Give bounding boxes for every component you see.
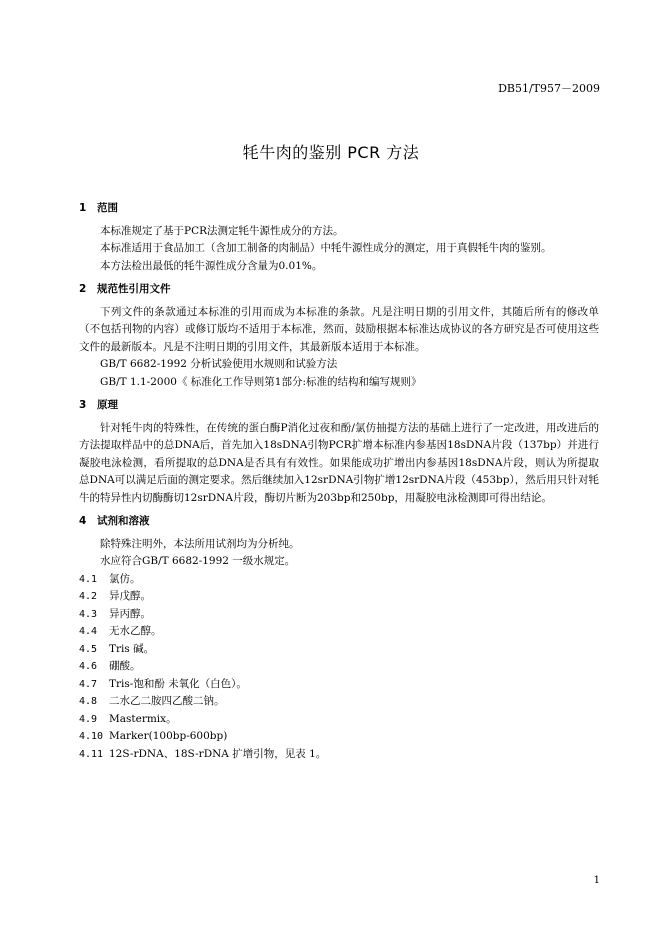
- item-text: 氯仿。: [109, 572, 141, 585]
- item-number: 4.1: [79, 573, 98, 585]
- section-heading-reagents: [79, 513, 599, 531]
- reagent-item: [79, 728, 599, 746]
- reference-item: GB/T 6682-1992 分析试验使用水规则和试验方法: [100, 358, 338, 370]
- references-paragraph: 下列文件的条款通过本标准的引用而成为本标准的条款。凡是注明日期的引用文件，其随后所有的修改单（不包括刊物的内容）或修订版均不适用于本标准，然而，鼓励根据本标准达成协议的各方研究是否可使用这些文件的最新版本。凡是不注明日期的引用文件，其最新版本适用于本标准。: [79, 305, 599, 353]
- reagent-item: [79, 641, 599, 659]
- scope-line: 本方法检出最低的牦牛源性成分含量为0.01%。: [100, 259, 323, 272]
- reagent-item: [79, 711, 599, 729]
- reagent-item: [79, 746, 599, 764]
- reagents-line: 除特殊注明外，本法所用试剂均为分析纯。: [100, 537, 300, 550]
- item-text: 二水乙二胺四乙酸二钠。: [109, 695, 225, 707]
- reagent-item: [79, 676, 599, 694]
- item-number: 4.6: [79, 661, 98, 672]
- item-number: 4.7: [79, 678, 98, 690]
- item-number: 4.2: [79, 591, 98, 602]
- reagent-item: [79, 658, 599, 676]
- section-heading-references: [79, 281, 599, 299]
- document-body: [79, 194, 599, 763]
- page-number: 1: [593, 875, 600, 886]
- item-text: 12S-rDNA、18S-rDNA 扩增引物，见表 1。: [109, 747, 327, 760]
- item-text: 无水乙醇。: [109, 625, 162, 637]
- section-number: 2: [79, 283, 87, 295]
- section-title: 规范性引用文件: [97, 283, 171, 295]
- section-title: 范围: [97, 202, 118, 214]
- principle-paragraph: 针对牦牛肉的特殊性，在传统的蛋白酶P消化过夜和酚/氯仿抽提方法的基础上进行了一定改进，用改进后的方法提取样品中的总DNA后，首先加入18sDNA引物PCR扩增本标准内参基因18sDNA片段（137bp）并进行凝胶电泳检测，看所提取的总DNA是否具有有效性。如果能成功扩增出内参基因18sDNA片段，则认为所提取总DNA可以满足后面的测定要求。然后继续加入12srDNA引物扩增12srDNA片段（453bp），然后用只针对牦牛的特异性内切酶酶切12srDNA片段，酶切片断为203bp和250bp，用凝胶电泳检测即可得出结论。: [79, 421, 599, 504]
- section-heading-principle: [79, 397, 599, 415]
- section-number: 1: [79, 202, 87, 214]
- reagent-item: [79, 693, 599, 711]
- section-title: 试剂和溶液: [97, 515, 150, 527]
- item-text: 异丙醇。: [109, 607, 151, 620]
- reagents-line: 水应符合GB/T 6682-1992 一级水规定。: [100, 555, 296, 567]
- item-number: 4.4: [79, 626, 98, 637]
- item-number: 4.10: [79, 731, 104, 742]
- section-title: 原理: [97, 399, 118, 411]
- scope-line: 本标准规定了基于PCR法测定牦牛源性成分的方法。: [100, 224, 344, 237]
- reference-item: GB/T 1.1-2000《 标准化工作导则第1部分:标准的结构和编写规则》: [100, 375, 422, 388]
- reagent-item: [79, 588, 599, 606]
- item-number: 4.11: [79, 748, 104, 760]
- item-number: 4.3: [79, 608, 98, 620]
- item-text: Marker(100bp-600bp): [109, 730, 228, 742]
- reagent-item: [79, 571, 599, 589]
- item-text: Tris-饱和酚 未氧化（白色）。: [109, 677, 247, 690]
- document-code: DB51/T957－2009: [498, 82, 600, 95]
- scope-line: 本标准适用于食品加工（含加工制备的肉制品）中牦牛源性成分的测定，用于真假牦牛肉的鉴别。: [100, 242, 552, 254]
- reagent-item: [79, 606, 599, 624]
- item-text: 硼酸。: [109, 660, 141, 672]
- section-heading-scope: [79, 200, 599, 218]
- item-number: 4.9: [79, 713, 98, 725]
- section-number: 3: [79, 399, 87, 411]
- page-title: 牦牛肉的鉴别 PCR 方法: [242, 143, 420, 162]
- reagent-item: [79, 623, 599, 641]
- item-number: 4.5: [79, 643, 98, 655]
- item-text: Mastermix。: [109, 712, 177, 725]
- section-number: 4: [79, 515, 87, 527]
- item-text: Tris 碱。: [109, 642, 155, 655]
- item-text: 异戊醇。: [109, 590, 151, 602]
- item-number: 4.8: [79, 696, 98, 707]
